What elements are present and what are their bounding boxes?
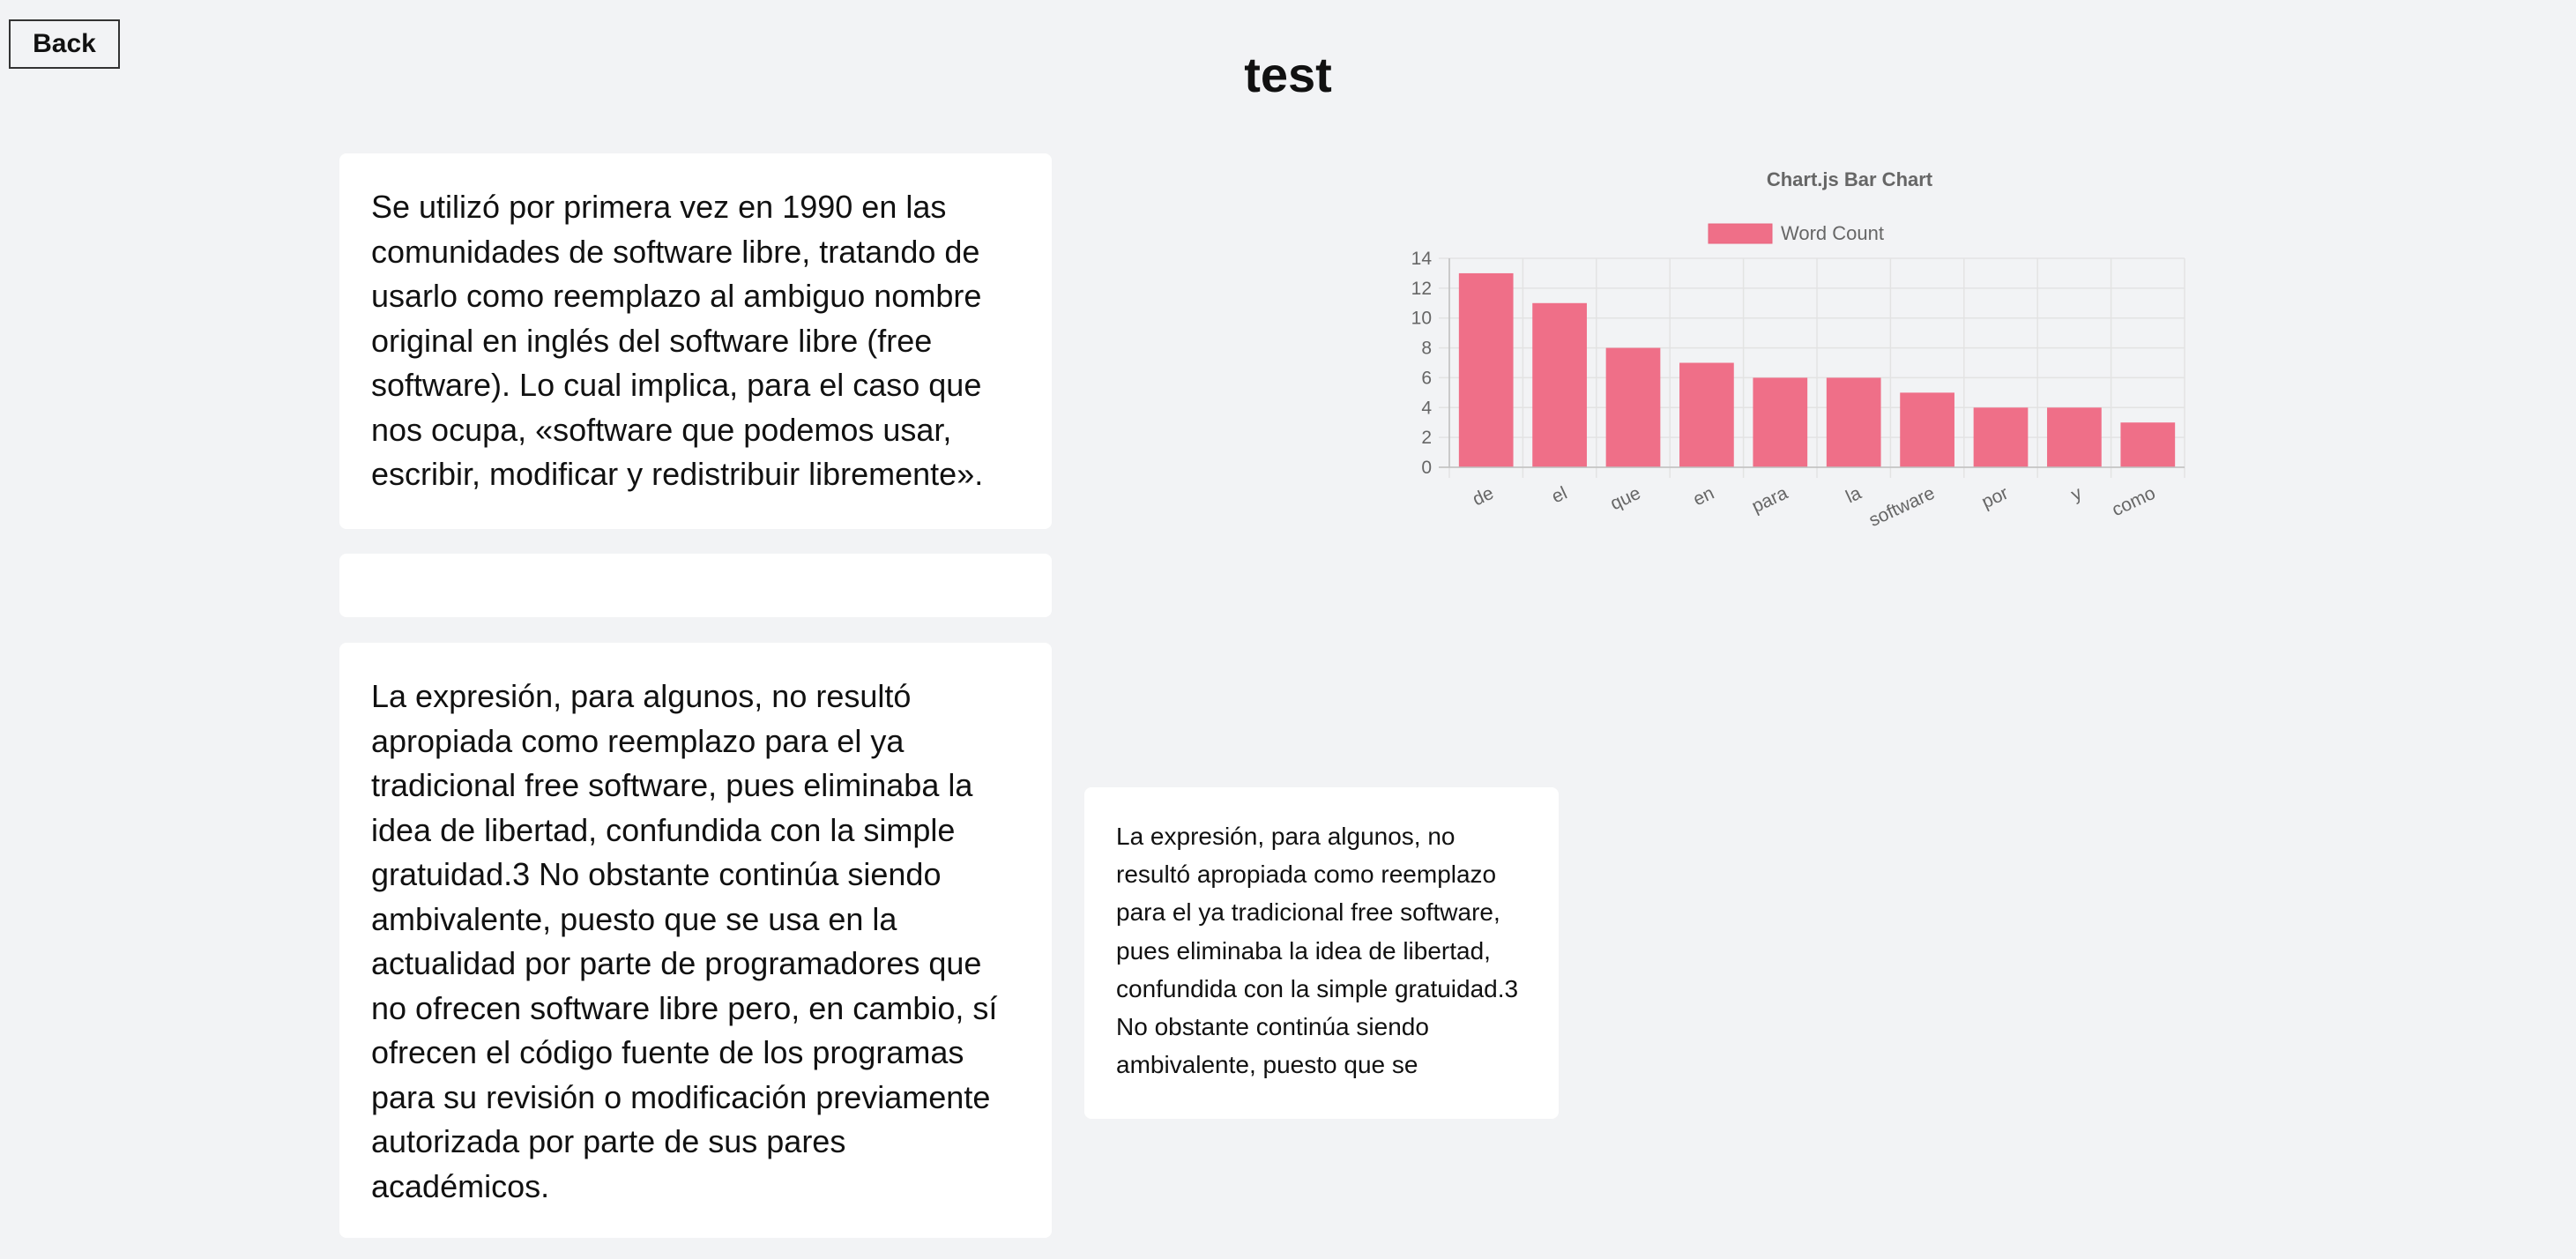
bar-la (1827, 377, 1881, 467)
x-tick-label: que (1607, 482, 1644, 515)
y-tick-label: 0 (1421, 458, 1432, 478)
bar-de (1459, 273, 1514, 467)
x-tick-label: de (1469, 482, 1497, 510)
x-tick-label: y (2067, 482, 2086, 505)
x-tick-label: en (1690, 482, 1718, 510)
y-tick-label: 6 (1421, 368, 1432, 389)
text-card-bottom-body: La expresión, para algunos, no resultó apropiada como reemplazo para el ya tradicional free software, pues eliminaba la idea de libertad, confundida con la simple gratuidad.3 No obstante continúa siendo ambivalente, puesto que se usa en la actualidad por parte de programadores que no ofrecen software libre pero, en cambio, sí ofrecen el código fuente de los programas para su revisión o modificación previamente autorizada por parte de sus pares académicos. (371, 678, 998, 1204)
bar-y (2047, 407, 2102, 467)
legend-swatch (1709, 224, 1772, 243)
y-tick-label: 8 (1421, 338, 1432, 359)
empty-card (339, 554, 1052, 617)
page-title: test (1244, 47, 1332, 102)
text-card-top-body: Se utilizó por primera vez en 1990 en las comunidades de software libre, tratando de usarlo como reemplazo al ambiguo nombre original en inglés del software libre (free software). Lo cual implica, para el caso que nos ocupa, «software que podemos usar, escribir, modificar y redistribuir libremente». (371, 189, 984, 492)
text-card-side-body: La expresión, para algunos, no resultó apropiada como reemplazo para el ya tradicional free software, pues eliminaba la idea de libertad, confundida con la simple gratuidad.3 No obstante continúa siendo ambivalente, puesto que se (1116, 823, 1519, 1079)
bar-software (1900, 392, 1954, 467)
y-tick-label: 4 (1421, 398, 1432, 419)
text-card-top (339, 153, 1052, 529)
x-tick-label: como (2109, 482, 2159, 521)
back-button[interactable]: Back (9, 19, 120, 69)
chart-title: Chart.js Bar Chart (1766, 168, 1933, 190)
y-tick-label: 2 (1421, 428, 1432, 449)
y-tick-label: 12 (1411, 278, 1432, 299)
x-tick-label: software (1865, 482, 1939, 532)
bar-chart-svg (1375, 150, 2204, 547)
legend-label: Word Count (1781, 222, 1884, 244)
x-tick-label: para (1748, 482, 1791, 518)
bar-en (1679, 363, 1734, 468)
bar-el (1532, 303, 1587, 467)
text-card-side (1084, 787, 1559, 1119)
bar-para (1753, 377, 1807, 467)
bar-por (1974, 407, 2029, 467)
bar-que (1606, 348, 1661, 467)
text-card-bottom (339, 643, 1052, 1238)
word-count-chart (1375, 150, 2204, 547)
x-tick-label: por (1978, 482, 2012, 513)
y-tick-label: 14 (1411, 249, 1432, 269)
y-tick-label: 10 (1411, 308, 1432, 329)
x-tick-label: el (1548, 482, 1571, 508)
x-tick-label: la (1843, 482, 1865, 508)
bar-como (2120, 422, 2175, 467)
